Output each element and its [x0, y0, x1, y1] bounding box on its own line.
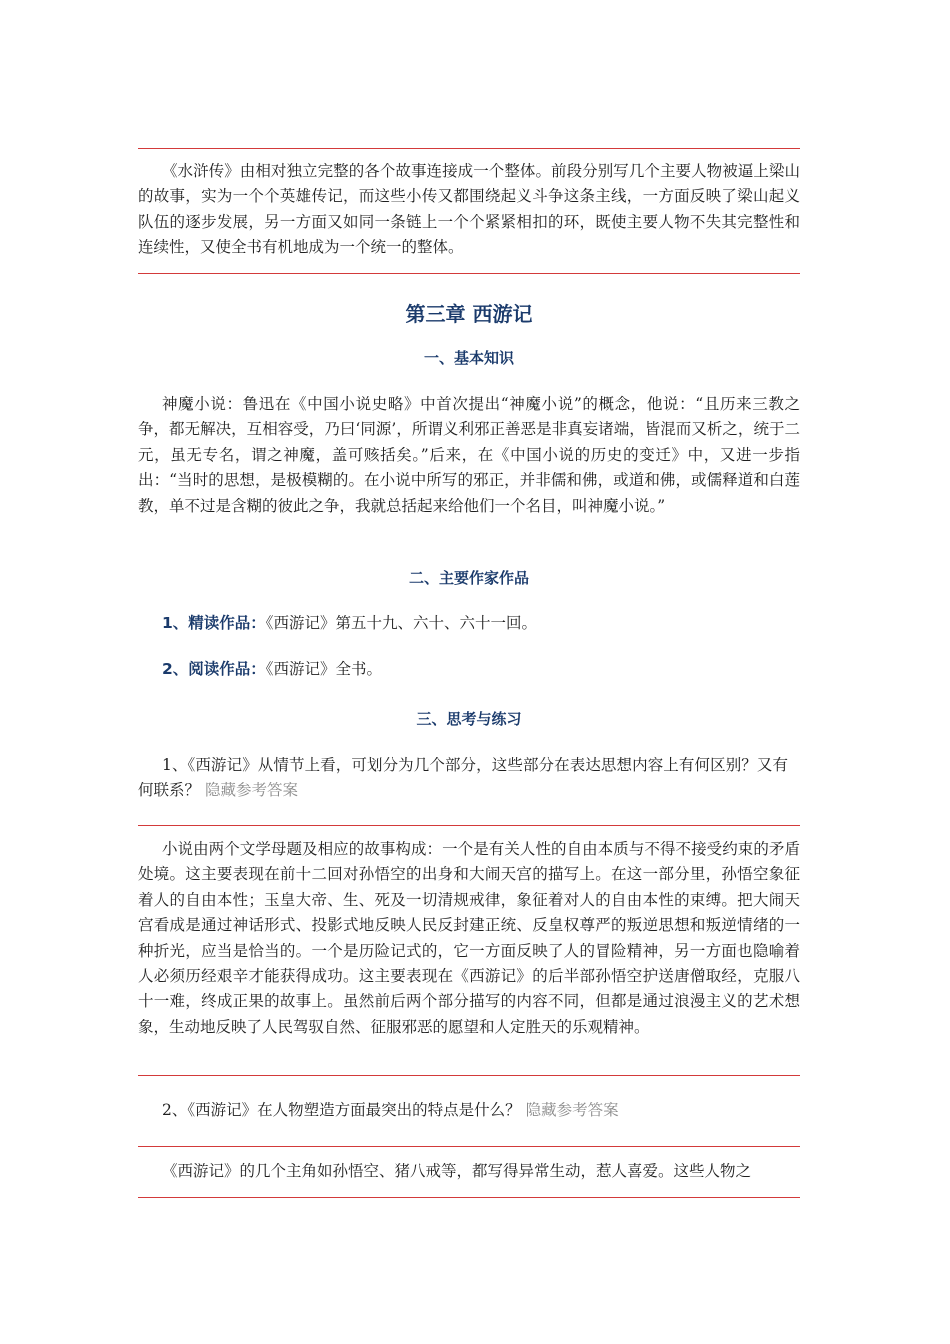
- question-1: [138, 753, 788, 804]
- divider: [138, 825, 800, 826]
- intensive-reading-text: 《西游记》第五十九、六十、六十一回。: [265, 614, 538, 632]
- answer-2-paragraph: 《西游记》的几个主角如孙悟空、猪八戒等，都写得异常生动，惹人喜爱。这些人物之: [162, 1162, 752, 1180]
- section-heading-basic-knowledge: 一、基本知识: [423, 349, 514, 367]
- divider: [138, 148, 800, 149]
- divider: [138, 1197, 800, 1198]
- intensive-reading-label: 1、精读作品：: [162, 614, 266, 632]
- section-heading-exercises: 三、思考与练习: [416, 710, 522, 728]
- reading-label: 2、阅读作品：: [162, 660, 266, 678]
- hide-answer-link-1[interactable]: 隐藏参考答案: [204, 781, 298, 800]
- intro-paragraph: 《水浒传》由相对独立完整的各个故事连接成一个整体。前段分别写几个主要人物被逼上梁山的故事，实为一个个英雄传记，而这些小传又都围绕起义斗争这条主线，一方面反映了梁山起义队伍的逐步发展，另一方面又如同一条链上一个个紧紧相扣的环，既使主要人物不失其完整性和连续性，又使全书有机地成为一个统一的整体。: [138, 162, 800, 257]
- document-page: [138, 0, 800, 1344]
- chapter-title: 第三章 西游记: [405, 302, 533, 326]
- divider: [138, 273, 800, 274]
- intensive-reading-item: [162, 611, 537, 636]
- reading-item: [162, 657, 382, 682]
- reading-text: 《西游记》全书。: [265, 660, 383, 678]
- section-heading-works: 二、主要作家作品: [408, 569, 529, 587]
- question-2: [138, 1098, 788, 1123]
- divider: [138, 1146, 800, 1147]
- question-2-text: 2、《西游记》在人物塑造方面最突出的特点是什么？: [162, 1101, 521, 1119]
- question-1-text: 1、《西游记》从情节上看，可划分为几个部分，这些部分在表达思想内容上有何区别？又有何联系？: [138, 756, 788, 800]
- basic-knowledge-paragraph: 神魔小说：鲁迅在《中国小说史略》中首次提出“神魔小说”的概念，他说：“且历来三教之争，都无解决，互相容受，乃曰‘同源’，所谓义利邪正善恶是非真妄诸端，皆混而又析之，统于二元，虽无专名，谓之神魔，盖可赅括矣。”后来，在《中国小说的历史的变迁》中，又进一步指出：“当时的思想，是极模糊的。在小说中所写的邪正，并非儒和佛，或道和佛，或儒释道和白莲教，单不过是含糊的彼此之争，我就总括起来给他们一个名目，叫神魔小说。”: [138, 395, 800, 515]
- divider: [138, 1075, 800, 1076]
- hide-answer-link-2[interactable]: 隐藏参考答案: [525, 1101, 619, 1119]
- answer-1-paragraph: 小说由两个文学母题及相应的故事构成：一个是有关人性的自由本质与不得不接受约束的矛盾处境。这主要表现在前十二回对孙悟空的出身和大闹天宫的描写上。在这一部分里，孙悟空象征着人的自由本性；玉皇大帝、生、死及一切清规戒律，象征着对人的自由本性的束缚。把大闹天宫看成是通过神话形式、投影式地反映人民反封建正统、反皇权尊严的叛逆思想和叛逆情绪的一种折光，应当是恰当的。一个是历险记式的，它一方面反映了人的冒险精神，另一方面也隐喻着人必须历经艰辛才能获得成功。这主要表现在《西游记》的后半部孙悟空护送唐僧取经，克服八十一难，终成正果的故事上。虽然前后两个部分描写的内容不同，但都是通过浪漫主义的艺术想象，生动地反映了人民驾驭自然、征服邪恶的愿望和人定胜天的乐观精神。: [138, 840, 800, 1036]
